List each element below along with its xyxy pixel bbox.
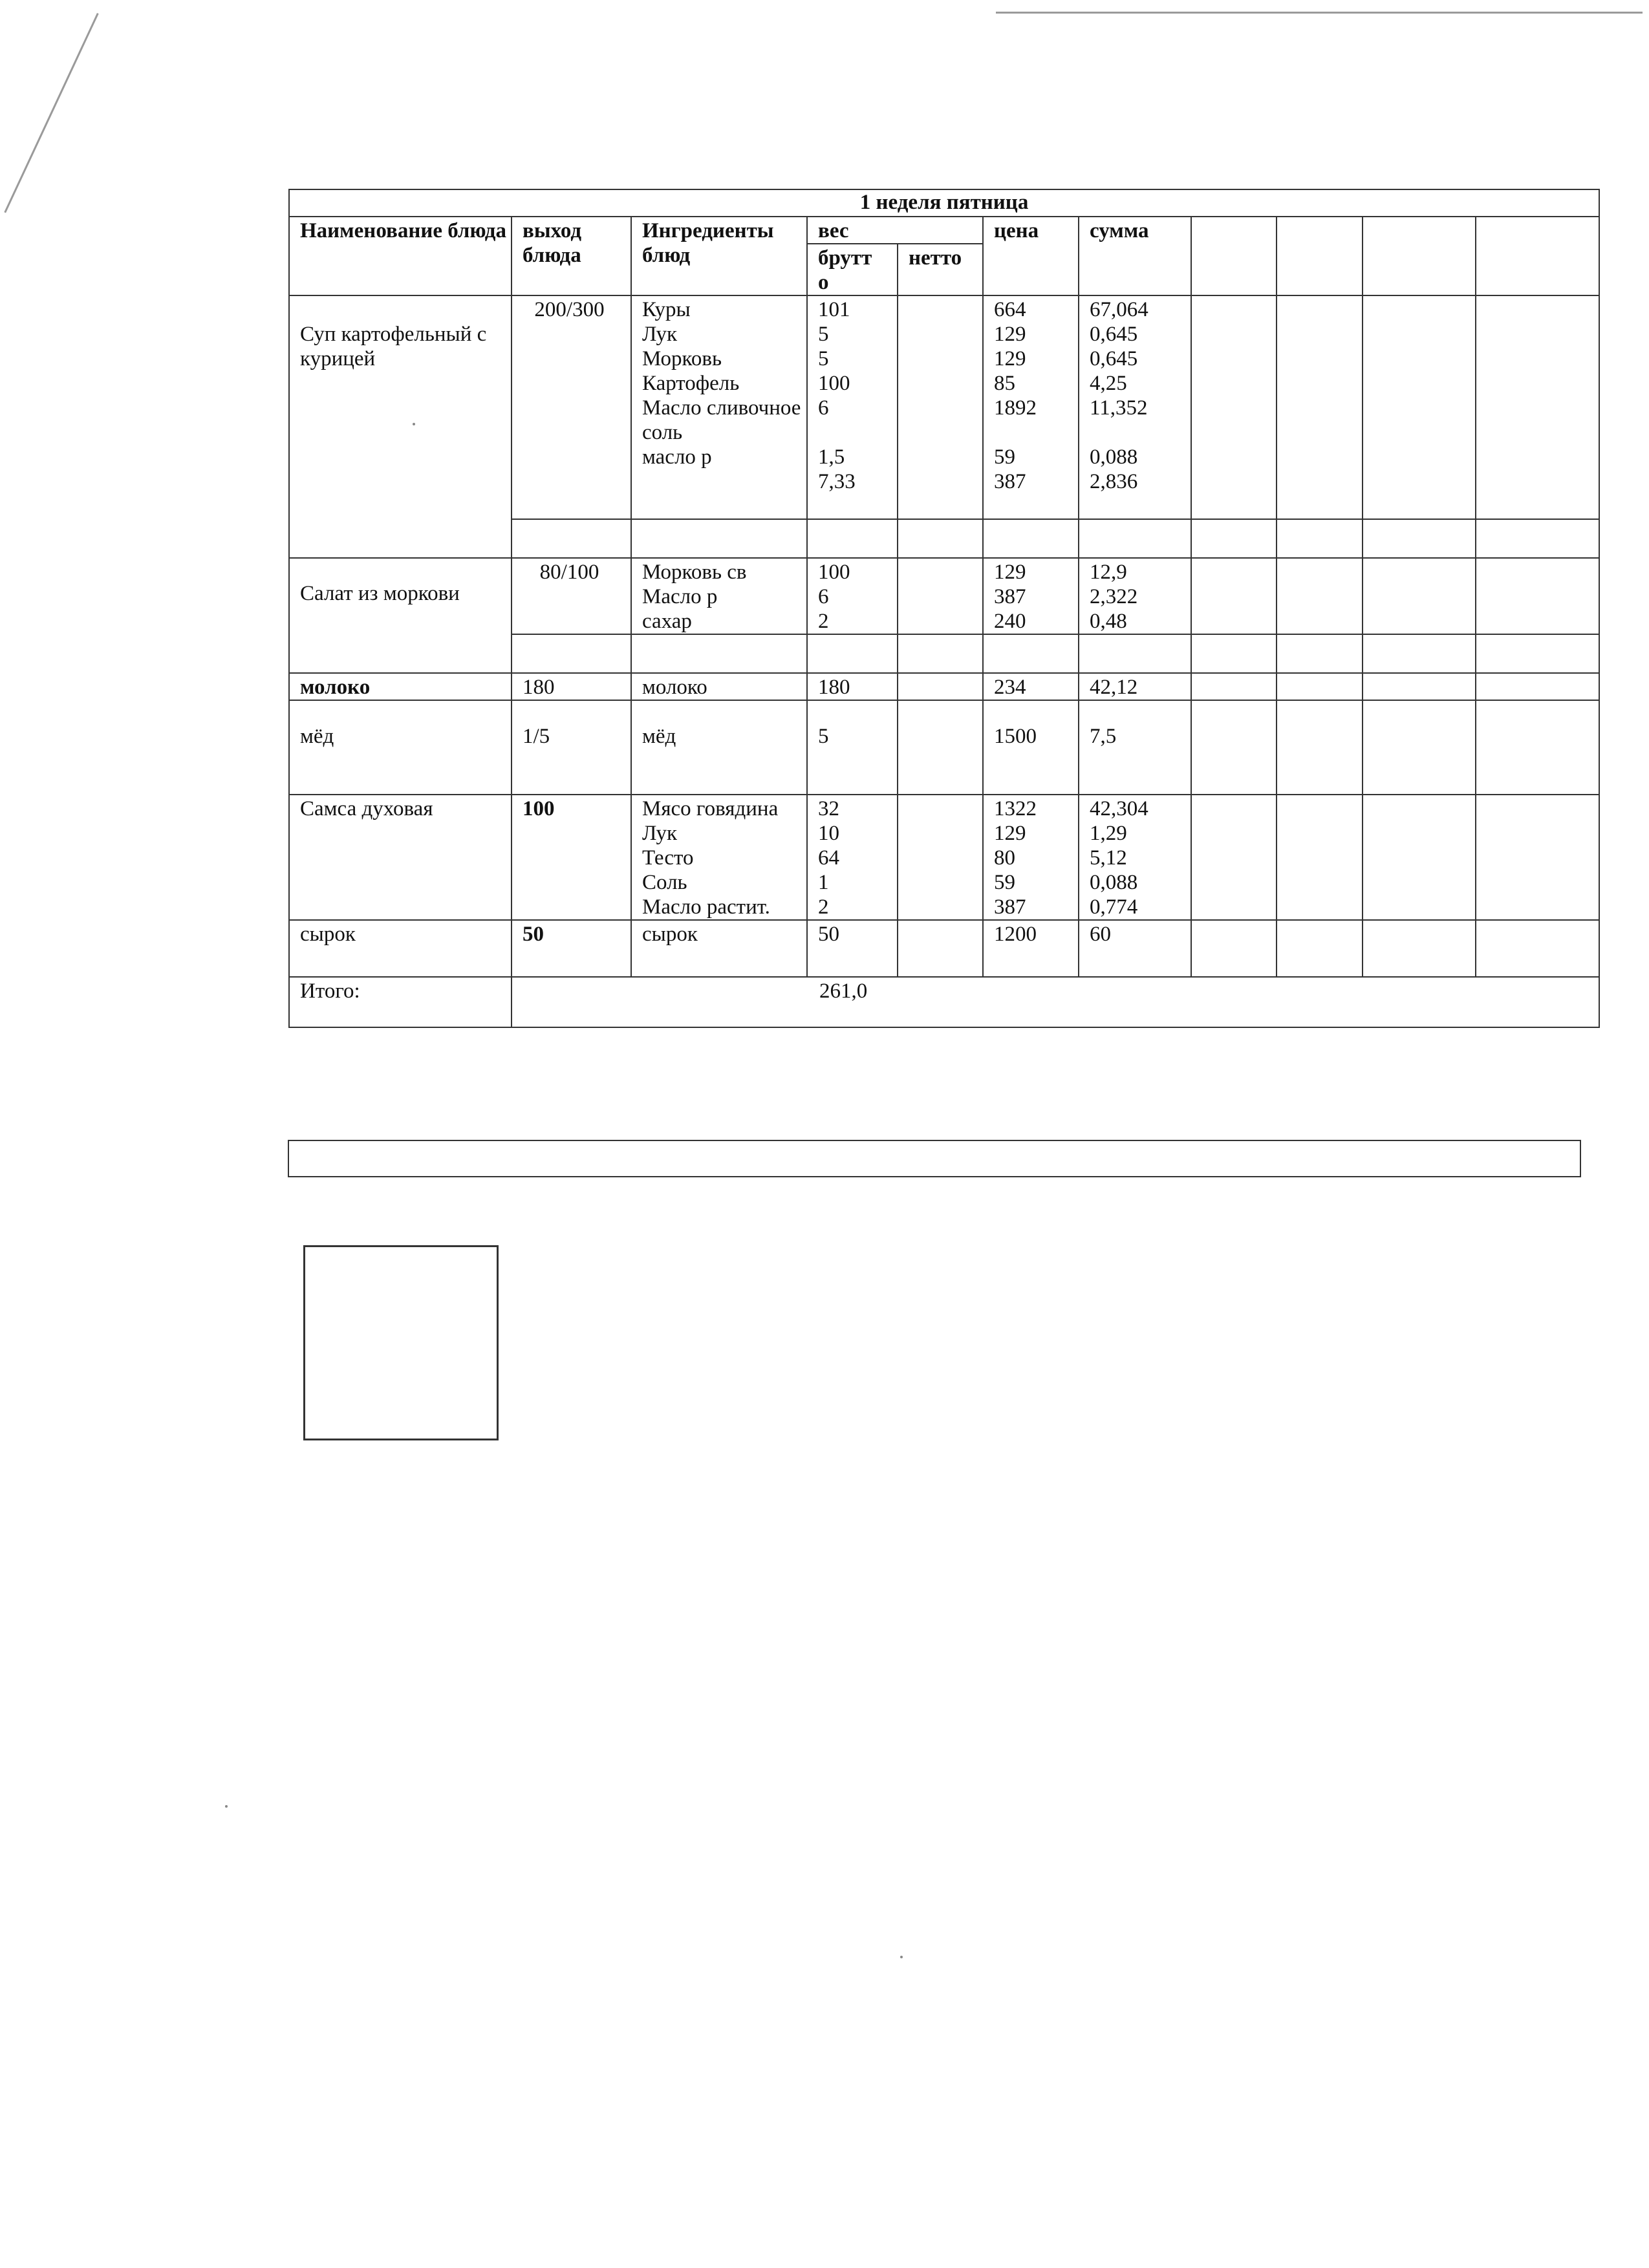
gross-value: 5 — [818, 323, 829, 346]
header-ingredients: Ингредиенты блюд — [631, 217, 807, 295]
sum-value: 67,064 — [1090, 298, 1148, 321]
sum-value: 0,088 — [1090, 871, 1138, 894]
empty-cell — [1277, 519, 1363, 558]
gross-weights — [807, 795, 898, 920]
empty-cell — [807, 634, 898, 673]
ingredient: Куры — [642, 298, 691, 321]
empty-cell — [1191, 700, 1277, 795]
scan-edge-line — [4, 13, 98, 213]
dish-output: 50 — [512, 920, 631, 977]
ingredient: Масло растит. — [642, 895, 770, 919]
gross-value: 100 — [818, 372, 850, 395]
sum-value: 4,25 — [1090, 372, 1127, 395]
gross-value: 6 — [818, 585, 829, 608]
gross-weights — [807, 558, 898, 634]
header-gross: брутто — [807, 244, 898, 295]
price-value: 129 — [994, 561, 1026, 584]
menu-table — [288, 189, 1600, 1028]
empty-cell — [1476, 558, 1599, 634]
sum-value: 0,645 — [1090, 347, 1138, 370]
prices — [983, 558, 1079, 634]
price-value: 59 — [994, 871, 1015, 894]
empty-cell — [512, 634, 631, 673]
price-value: 129 — [994, 822, 1026, 845]
ingredient: сырок — [631, 920, 807, 977]
empty-cell — [1191, 519, 1277, 558]
header-net: нетто — [898, 244, 983, 295]
gross-value: 6 — [818, 396, 829, 420]
scan-speck — [225, 1805, 228, 1808]
net-weight — [898, 295, 983, 519]
empty-cell — [1277, 295, 1363, 519]
sum-value: 5,12 — [1090, 846, 1127, 870]
gross-value: 1 — [818, 871, 829, 894]
ingredient: соль — [642, 421, 683, 444]
ingredient: Масло р — [642, 585, 718, 608]
empty-cell — [512, 519, 631, 558]
price-value: 387 — [994, 895, 1026, 919]
sum-value: 12,9 — [1090, 561, 1127, 584]
line-spacer — [818, 420, 893, 445]
dish-name-text: Суп картофельный с курицей — [300, 323, 487, 370]
dish-name-text: Салат из моркови — [300, 582, 460, 605]
empty-cell — [983, 519, 1079, 558]
empty-cell — [1363, 920, 1476, 977]
ingredient: сахар — [642, 610, 692, 633]
empty-cell — [631, 519, 807, 558]
scan-speck — [900, 1956, 903, 1958]
empty-cell — [1079, 634, 1191, 673]
empty-cell — [1476, 295, 1599, 519]
empty-cell — [1079, 519, 1191, 558]
ingredient: Лук — [642, 822, 678, 845]
ingredient: Лук — [642, 323, 678, 346]
price-value: 234 — [983, 673, 1079, 700]
dish-output: 100 — [512, 795, 631, 920]
gross-value: 5 — [807, 700, 898, 795]
ingredient: Морковь св — [642, 561, 747, 584]
ingredient: Мясо говядина — [642, 797, 779, 820]
ingredient: мёд — [631, 700, 807, 795]
gross-value: 32 — [818, 797, 839, 820]
table-row — [289, 795, 1599, 920]
empty-cell — [1476, 673, 1599, 700]
empty-header-cell — [1476, 217, 1599, 295]
empty-cell — [1191, 795, 1277, 920]
dish-output: 200/300 — [512, 295, 631, 519]
price-value: 1322 — [994, 797, 1037, 820]
empty-cell — [1277, 634, 1363, 673]
ingredient-list — [631, 795, 807, 920]
ingredient: Картофель — [642, 372, 740, 395]
empty-cell — [1476, 634, 1599, 673]
empty-cell — [1191, 295, 1277, 519]
empty-cell — [1277, 795, 1363, 920]
price-value: 387 — [994, 585, 1026, 608]
net-weight — [898, 673, 983, 700]
gross-weights — [807, 295, 898, 519]
empty-cell — [807, 519, 898, 558]
empty-cell — [631, 634, 807, 673]
net-weight — [898, 558, 983, 634]
blank-box — [303, 1245, 499, 1440]
empty-cell — [1277, 673, 1363, 700]
table-row — [289, 700, 1599, 795]
table-title: 1 неделя пятница — [289, 189, 1599, 217]
empty-cell — [898, 519, 983, 558]
scan-edge-line — [996, 12, 1643, 14]
empty-cell — [898, 634, 983, 673]
header-sum: сумма — [1079, 217, 1191, 295]
ingredient: молоко — [631, 673, 807, 700]
prices — [983, 795, 1079, 920]
price-value: 129 — [994, 347, 1026, 370]
ingredient: Тесто — [642, 846, 694, 870]
ingredient-list — [631, 558, 807, 634]
empty-cell — [983, 634, 1079, 673]
dish-output: 180 — [512, 673, 631, 700]
empty-cell — [1476, 700, 1599, 795]
net-weight — [898, 700, 983, 795]
empty-cell — [1363, 558, 1476, 634]
empty-cell — [1363, 795, 1476, 920]
gross-value: 1,5 — [818, 445, 845, 469]
sum-value: 0,645 — [1090, 323, 1138, 346]
empty-cell — [1363, 519, 1476, 558]
header-output: выход блюда — [512, 217, 631, 295]
empty-cell — [1476, 795, 1599, 920]
gross-value: 100 — [818, 561, 850, 584]
price-value: 129 — [994, 323, 1026, 346]
ingredient-list — [631, 295, 807, 519]
empty-cell — [1363, 634, 1476, 673]
gross-value: 50 — [807, 920, 898, 977]
gross-value: 2 — [818, 610, 829, 633]
sum-value: 42,12 — [1079, 673, 1191, 700]
ingredient: Масло сливочное — [642, 396, 801, 420]
sum-value: 42,304 — [1090, 797, 1148, 820]
empty-header-cell — [1191, 217, 1277, 295]
empty-cell — [1191, 920, 1277, 977]
dish-name — [289, 295, 512, 558]
price-value: 59 — [994, 445, 1015, 469]
ingredient: масло р — [642, 445, 712, 469]
gross-value: 101 — [818, 298, 850, 321]
gross-value: 2 — [818, 895, 829, 919]
table-row — [289, 920, 1599, 977]
price-value: 387 — [994, 470, 1026, 493]
dish-name: сырок — [289, 920, 512, 977]
prices — [983, 295, 1079, 519]
sum-value: 2,836 — [1090, 470, 1138, 493]
table-row — [289, 295, 1599, 519]
dish-name: Самса духовая — [289, 795, 512, 920]
sums — [1079, 558, 1191, 634]
sums — [1079, 795, 1191, 920]
sum-value: 60 — [1079, 920, 1191, 977]
total-row — [289, 977, 1599, 1027]
price-value: 1500 — [983, 700, 1079, 795]
price-value: 664 — [994, 298, 1026, 321]
empty-header-cell — [1363, 217, 1476, 295]
blank-strip — [288, 1140, 1581, 1177]
empty-header-cell — [1277, 217, 1363, 295]
table-row — [289, 673, 1599, 700]
net-weight — [898, 920, 983, 977]
sum-value: 11,352 — [1090, 396, 1148, 420]
price-value: 1892 — [994, 396, 1037, 420]
sums — [1079, 295, 1191, 519]
empty-cell — [1191, 634, 1277, 673]
line-spacer — [1090, 420, 1187, 445]
dish-name: мёд — [289, 700, 512, 795]
gross-value: 180 — [807, 673, 898, 700]
sum-value: 2,322 — [1090, 585, 1138, 608]
dish-name — [289, 558, 512, 673]
gross-value: 5 — [818, 347, 829, 370]
sum-value: 1,29 — [1090, 822, 1127, 845]
ingredient: Морковь — [642, 347, 722, 370]
sum-value: 0,088 — [1090, 445, 1138, 469]
empty-cell — [1277, 558, 1363, 634]
dish-output: 80/100 — [512, 558, 631, 634]
gross-value: 10 — [818, 822, 839, 845]
price-value: 1200 — [983, 920, 1079, 977]
total-label: Итого: — [289, 977, 512, 1027]
empty-cell — [1476, 920, 1599, 977]
gross-value: 7,33 — [818, 470, 856, 493]
header-weight: вес — [807, 217, 983, 244]
header-price: цена — [983, 217, 1079, 295]
total-value: 261,0 — [512, 977, 1599, 1027]
empty-cell — [1363, 673, 1476, 700]
empty-cell — [1363, 700, 1476, 795]
sum-value: 0,774 — [1090, 895, 1138, 919]
sum-value: 7,5 — [1079, 700, 1191, 795]
empty-cell — [1476, 519, 1599, 558]
table-row — [289, 558, 1599, 634]
price-value: 85 — [994, 372, 1015, 395]
gross-value: 64 — [818, 846, 839, 870]
empty-cell — [1363, 295, 1476, 519]
net-weight — [898, 795, 983, 920]
empty-cell — [1277, 920, 1363, 977]
empty-cell — [1191, 558, 1277, 634]
dish-output: 1/5 — [512, 700, 631, 795]
price-value: 80 — [994, 846, 1015, 870]
sum-value: 0,48 — [1090, 610, 1127, 633]
ingredient: Соль — [642, 871, 687, 894]
header-dish-name: Наименование блюда — [289, 217, 512, 295]
dish-name: молоко — [289, 673, 512, 700]
empty-cell — [1277, 700, 1363, 795]
line-spacer — [994, 420, 1074, 445]
price-value: 240 — [994, 610, 1026, 633]
empty-cell — [1191, 673, 1277, 700]
